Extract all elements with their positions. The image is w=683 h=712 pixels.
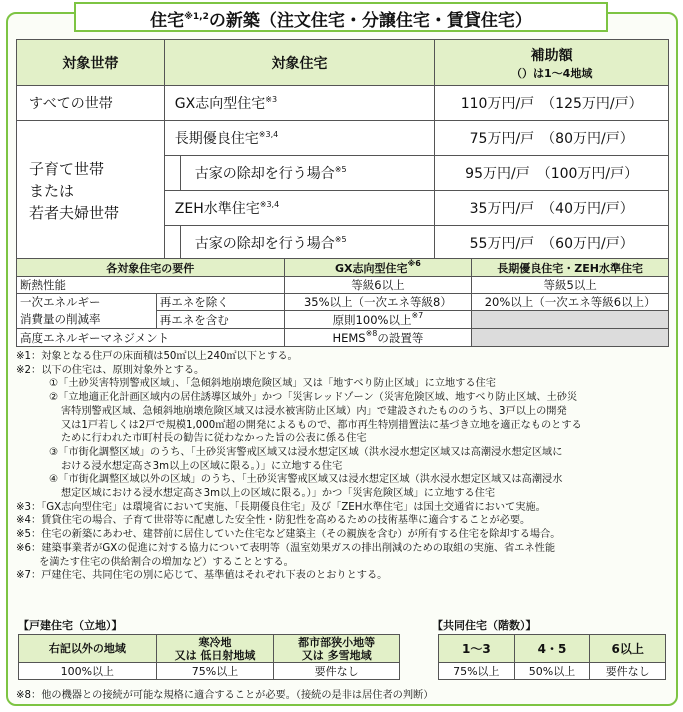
not-applicable-cell — [472, 311, 669, 329]
apartment-label: 【共同住宅（階数）】 — [432, 619, 537, 632]
renewable-excluded-label: 再エネを除く — [156, 294, 284, 311]
renewable-included-gx: 原則100%以上$^{※7}$ — [284, 311, 472, 329]
header-zeh: 長期優良住宅・ZEH水準住宅 — [472, 259, 669, 277]
footnotes — [16, 350, 668, 583]
footnote-line: ※6：建築事業者がGXの促進に対する協力について表明等（温室効果ガスの排出削減のための取組の実施、省エネ性能 — [16, 542, 556, 554]
subsidy-header-row — [17, 40, 669, 86]
header-target-housing: 対象住宅 — [164, 40, 435, 86]
footnote-line: ※3：「GX志向型住宅」は環境省において実施、「長期優良住宅」及び「ZEH水準住宅」は国土交通省において実施。 — [16, 501, 546, 513]
footnote-line: 想定区域における浸水想定高さ3m以上の区域に限る。）」かつ「災害危険区域」に立地する住宅 — [61, 488, 496, 500]
detached-header: 都市部狭小地等 又は 多雪地域 — [274, 635, 400, 663]
energy-label-2: 消費量の削減率 — [17, 311, 157, 329]
footnote-8: ※8：他の機器との接続が可能な規格に適合することが必要。（接続の是非は居住者の判断） — [16, 690, 434, 701]
detached-value: 要件なし — [274, 663, 400, 680]
header-subsidy: 補助額 （）は1～4地域 — [435, 40, 669, 86]
insulation-zeh: 等級5以上 — [472, 277, 669, 294]
insulation-gx: 等級6以上 — [284, 277, 472, 294]
housing-name: 古家の除却を行う場合$^{※5}$ — [180, 156, 435, 191]
footnote-line: ①「土砂災害特別警戒区域」、「急傾斜地崩壊危険区域」又は「地すべり防止区域」に立地する住宅 — [49, 378, 496, 390]
detached-header: 右記以外の地域 — [19, 635, 157, 663]
table-row — [439, 663, 666, 680]
footnote-line: ※5：住宅の新築にあわせ、建替前に居住していた住宅など建築主（その親族を含む）が所有する住宅を除却する場合。 — [16, 529, 561, 541]
housing-name: 長期優良住宅$^{※3,4}$ — [164, 121, 435, 156]
apartment-header: 6以上 — [590, 635, 666, 663]
footnote-line: ④「市街化調整区域以外の区域」のうち、「土砂災害警戒区域又は浸水想定区域（洪水浸水想定区域又は高潮浸水 — [49, 474, 563, 486]
energy-label: 一次エネルギー — [17, 294, 157, 311]
table-row — [17, 294, 669, 311]
detached-table — [18, 634, 400, 680]
footnote-line: ※4：賃貸住宅の場合、子育て世帯等に配慮した安全性・防犯性を高めるための技術基準に適合することが必要。 — [16, 515, 531, 527]
detached-header-row — [19, 635, 400, 663]
subsidy-amount: 110万円/戸 （125万円/戸） — [435, 86, 669, 121]
apartment-header: 4・5 — [514, 635, 590, 663]
hems-label: 高度エネルギーマネジメント — [17, 329, 285, 347]
footnote-line: ※7：戸建住宅、共同住宅の別に応じて、基準値はそれぞれ下表のとおりとする。 — [16, 570, 388, 582]
footnote-line: 又は1戸若しくは2戸で規模1,000㎡超の開発によるもので、都市再生特別措置法に基づき立地を適正なものとする — [61, 419, 582, 431]
requirements-header-row — [17, 259, 669, 277]
header-target-household: 対象世帯 — [17, 40, 165, 86]
housing-name: ZEH水準住宅$^{※3,4}$ — [164, 191, 435, 226]
indent-spacer — [164, 156, 180, 191]
detached-header: 寒冷地 又は 低日射地域 — [156, 635, 274, 663]
renewable-excluded-gx: 35%以上（一次エネ等級8） — [284, 294, 472, 311]
young-households-cell: 子育て世帯 または 若者夫婦世帯 — [17, 121, 165, 261]
apartment-header: 1～3 — [439, 635, 515, 663]
footnote-line: ※1：対象となる住戸の床面積は50㎡以上240㎡以下とする。 — [16, 351, 298, 362]
renewable-excluded-zeh: 20%以上（一次エネ等級6以上） — [472, 294, 669, 311]
subsidy-amount: 75万円/戸 （80万円/戸） — [435, 121, 669, 156]
apartment-header-row — [439, 635, 666, 663]
all-households-cell: すべての世帯 — [17, 86, 165, 121]
footnote-line: ②「立地適正化計画区域内の居住誘導区域外」かつ「災害レッドゾーン（災害危険区域、地すべり防止区域、土砂災 — [49, 392, 578, 404]
footnote-line: おける浸水想定高さ3m以上の区域に限る。）」に立地する住宅 — [61, 460, 343, 472]
header-gx: GX志向型住宅$^{※6}$ — [284, 259, 472, 277]
page-title: 住宅$^{※1,2}$の新築（注文住宅・分譲住宅・賃貸住宅） — [74, 2, 608, 32]
header-requirements: 各対象住宅の要件 — [17, 259, 285, 277]
table-row — [17, 311, 669, 329]
table-row — [17, 277, 669, 294]
housing-name: GX志向型住宅$^{※3}$ — [164, 86, 435, 121]
table-row — [17, 121, 669, 156]
footnote-line: ために行われた市町村長の勧告に従わなかった旨の公表に係る住宅 — [61, 433, 367, 445]
footnote-line: ※2：以下の住宅は、原則対象外とする。 — [16, 364, 205, 376]
detached-value: 75%以上 — [156, 663, 274, 680]
footnote-line: ③「市街化調整区域」のうち、「土砂災害警戒区域又は浸水想定区域（洪水浸水想定区域又は高潮浸水想定区域に — [49, 446, 563, 458]
insulation-label: 断熱性能 — [17, 277, 285, 294]
not-applicable-cell — [472, 329, 669, 347]
detached-label: 【戸建住宅（立地）】 — [18, 619, 123, 632]
subsidy-table — [16, 39, 669, 261]
detached-value: 100%以上 — [19, 663, 157, 680]
apartment-value: 75%以上 — [439, 663, 515, 680]
apartment-value: 要件なし — [590, 663, 666, 680]
apartment-value: 50%以上 — [514, 663, 590, 680]
subsidy-amount: 55万円/戸 （60万円/戸） — [435, 226, 669, 261]
table-row — [19, 663, 400, 680]
renewable-included-label: 再エネを含む — [156, 311, 284, 329]
subsidy-amount: 95万円/戸 （100万円/戸） — [435, 156, 669, 191]
footnote-line: 害特別警戒区域、急傾斜地崩壊危険区域又は浸水被害防止区域）内」で建設されたもののうち、3戸以上の開発 — [61, 405, 567, 417]
apartment-table — [438, 634, 666, 680]
table-row — [17, 329, 669, 347]
table-row — [17, 86, 669, 121]
indent-spacer — [164, 226, 180, 261]
subsidy-amount: 35万円/戸 （40万円/戸） — [435, 191, 669, 226]
hems-gx: HEMS$^{※8}$の設置等 — [284, 329, 472, 347]
requirements-table — [16, 258, 669, 347]
housing-name: 古家の除却を行う場合$^{※5}$ — [180, 226, 435, 261]
footnote-line: を満たす住宅の供給割合の増加など）することとする。 — [29, 556, 294, 568]
